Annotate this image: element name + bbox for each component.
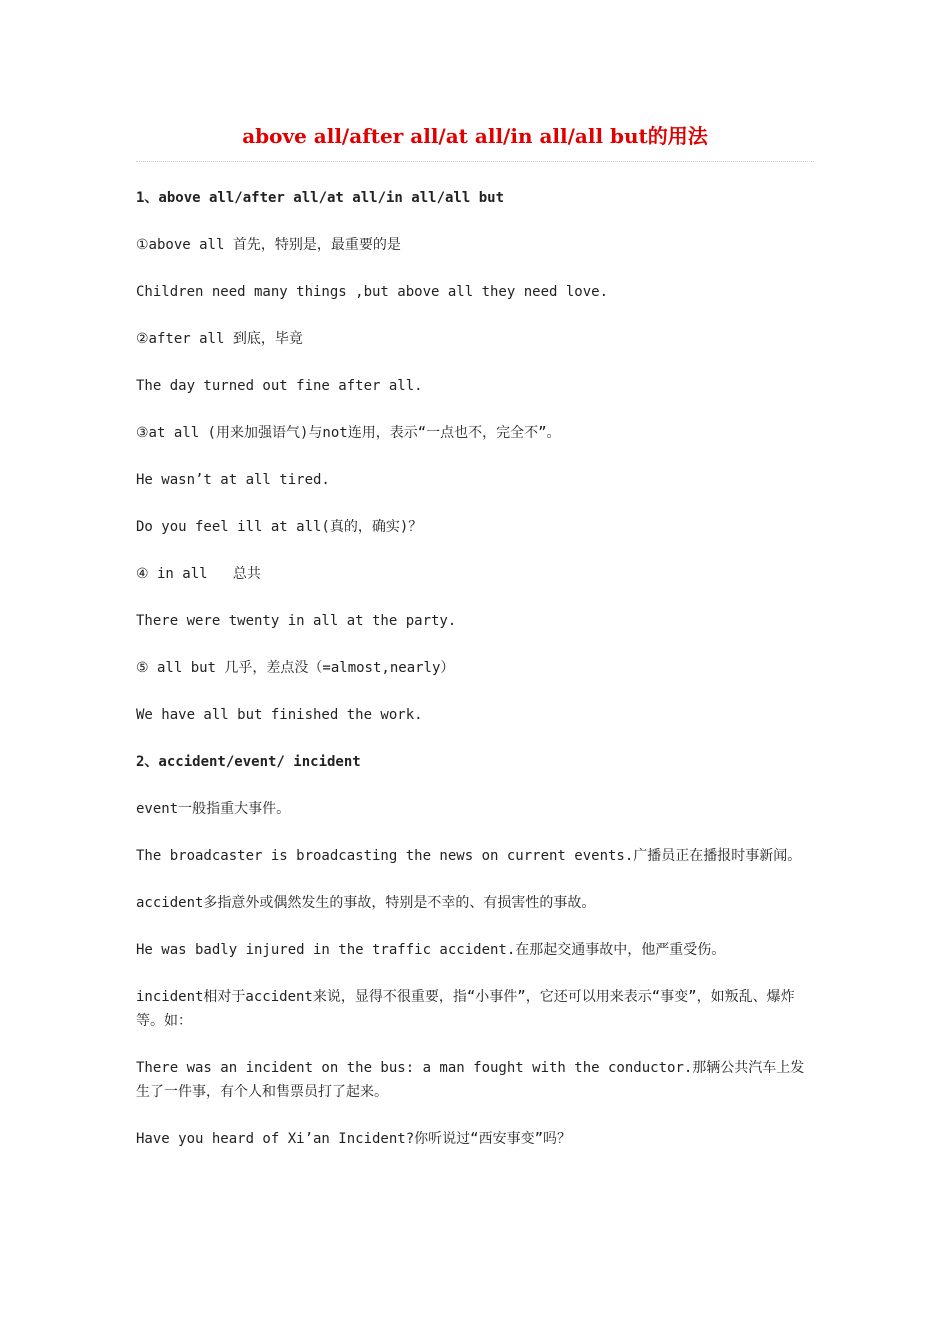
paragraph: He was badly injured in the traffic accident.在那起交通事故中，他严重受伤。 (136, 942, 726, 958)
paragraph: We have all but finished the work. (136, 707, 423, 723)
paragraph: Do you feel ill at all(真的，确实)？ (136, 519, 423, 535)
paragraph: The day turned out fine after all. (136, 378, 423, 394)
paragraph: ④ in all 总共 (136, 566, 261, 582)
paragraph: There were twenty in all at the party. (136, 613, 457, 629)
paragraph: There was an incident on the bus: a man fought with the conductor.那辆公共汽车上发生了一件事，有个人和售票员打了起来。 (136, 1060, 805, 1100)
paragraph: ③at all (用来加强语气)与not连用，表示“一点也不，完全不”。 (136, 425, 561, 441)
paragraph: The broadcaster is broadcasting the news on current events.广播员正在播报时事新闻。 (136, 848, 802, 864)
paragraph: incident相对于accident来说，显得不很重要，指“小事件”，它还可以用来表示“事变”，如叛乱、爆炸等。如： (136, 989, 795, 1029)
document-body (136, 186, 814, 1174)
paragraph: ⑤ all but 几乎，差点没（=almost,nearly） (136, 660, 455, 676)
paragraph: ①above all 首先，特别是，最重要的是 (136, 237, 401, 253)
paragraph: event一般指重大事件。 (136, 801, 291, 817)
section-heading-1: 1、above all/after all/at all/in all/all but (136, 190, 505, 206)
section-heading-2: 2、accident/event/ incident (136, 754, 361, 770)
title-divider (136, 161, 814, 162)
paragraph: ②after all 到底，毕竟 (136, 331, 303, 347)
paragraph: Have you heard of Xi’an Incident?你听说过“西安事变”吗？ (136, 1131, 572, 1147)
paragraph: accident多指意外或偶然发生的事故，特别是不幸的、有损害性的事故。 (136, 895, 596, 911)
page-title: above all/after all/at all/in all/all but的用法 (242, 124, 708, 148)
paragraph: He wasn’t at all tired. (136, 472, 330, 488)
paragraph: Children need many things ,but above all they need love. (136, 284, 609, 300)
